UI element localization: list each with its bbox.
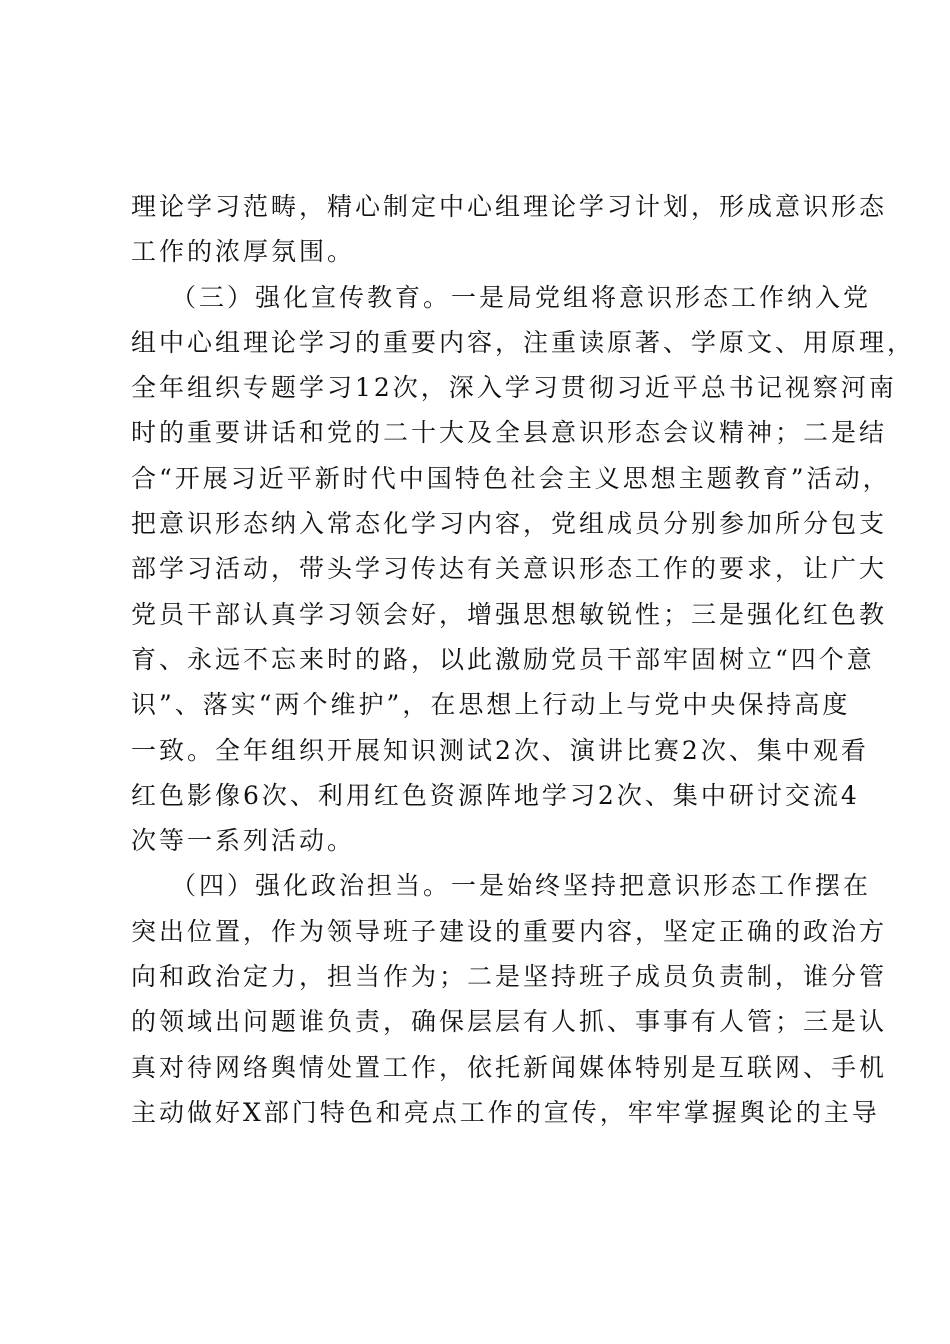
text-line: 真对待网络舆情处置工作，依托新闻媒体特别是互联网、手机 [131, 1052, 888, 1082]
section-heading-line: （三）强化宣传教育。一是局党组将意识形态工作纳入党 [171, 282, 872, 312]
text-line: 党员干部认真学习领会好，增强思想敏锐性；三是强化红色教 [131, 599, 888, 629]
text-line: 育、永远不忘来时的路，以此激励党员干部牢固树立“四个意 [131, 644, 875, 674]
text-line: 组中心组理论学习的重要内容，注重读原著、学原文、用原理， [131, 327, 916, 357]
text-line: 工作的浓厚氛围。 [131, 237, 356, 267]
text-line: 理论学习范畴，精心制定中心组理论学习计划，形成意识形态 [131, 192, 888, 221]
text-line: 的领域出问题谁负责，确保层层有人抓、事事有人管；三是认 [131, 1007, 888, 1037]
text-line: 全年组织专题学习12次，深入学习贯彻习近平总书记视察河南 [131, 373, 897, 403]
text-line: 一致。全年组织开展知识测试2次、演讲比赛2次、集中观看 [131, 735, 869, 765]
text-line: 突出位置，作为领导班子建设的重要内容，坚定正确的政治方 [131, 916, 888, 946]
text-line: 把意识形态纳入常态化学习内容，党组成员分别参加所分包支 [131, 509, 888, 539]
text-line: 主动做好X部门特色和亮点工作的宣传，牢牢掌握舆论的主导 [131, 1097, 880, 1127]
text-line: 识”、落实“两个维护”，在思想上行动上与党中央保持高度 [131, 690, 851, 720]
text-line: 向和政治定力，担当作为；二是坚持班子成员负责制，谁分管 [131, 962, 888, 992]
text-line: 时的重要讲话和党的二十大及全县意识形态会议精神；二是结 [131, 418, 888, 448]
text-line: 红色影像6次、利用红色资源阵地学习2次、集中研讨交流4 [131, 780, 860, 810]
body-text [131, 184, 916, 1135]
text-line: 合“开展习近平新时代中国特色社会主义思想主题教育”活动， [131, 463, 891, 493]
section-heading-line: （四）强化政治担当。一是始终坚持把意识形态工作摆在 [171, 871, 872, 901]
text-line: 部学习活动，带头学习传达有关意识形态工作的要求，让广大 [131, 554, 888, 584]
text-line: 次等一系列活动。 [131, 826, 356, 856]
